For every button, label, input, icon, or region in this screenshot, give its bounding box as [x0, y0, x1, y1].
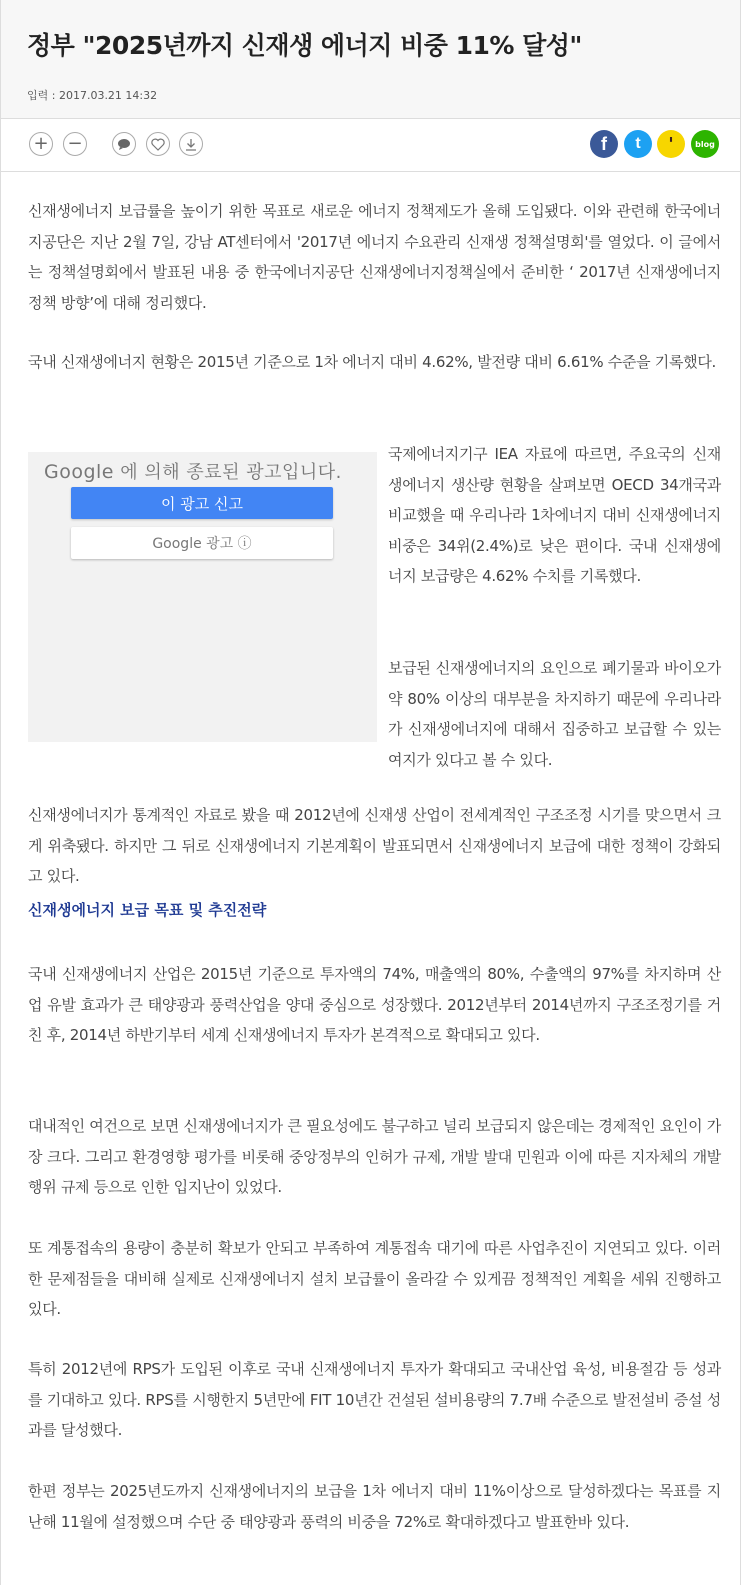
article-toolbar — [1, 119, 740, 172]
kakao-share-button[interactable] — [657, 130, 685, 158]
kakao-icon: ' — [668, 133, 674, 155]
twitter-icon: t — [635, 135, 641, 152]
report-ad-button[interactable]: 이 광고 신고 — [71, 487, 333, 519]
article-header — [1, 0, 740, 119]
download-button[interactable] — [179, 132, 203, 156]
blog-share-button[interactable] — [691, 130, 719, 158]
ad-slot — [28, 452, 377, 742]
blog-icon: blog — [695, 139, 715, 149]
paragraph-9: 특히 2012년에 RPS가 도입된 이후로 국내 신재생에너지 투자가 확대되고 국내산업 육성, 비용절감 등 성과를 기대하고 있다. RPS를 시행한지 5년만에 FIT 10년간 건설된 설비용량의 7.7배 수준으로 발전설비 증설 성과를 달성했다. — [28, 1360, 721, 1439]
facebook-share-button[interactable] — [590, 130, 618, 158]
download-icon — [185, 138, 197, 151]
google-ads-button[interactable]: Google 광고 ⓘ — [71, 527, 333, 559]
paragraph-7: 대내적인 여건으로 보면 신재생에너지가 큰 필요성에도 불구하고 널리 보급되지 않은데는 경제적인 요인이 가장 크다. 그리고 환경영향 평가를 비롯해 중앙정부의 인허가 규제, 개발 발대 민원과 이에 따른 지자체의 개발행위 규제 등으로 인한 입지난이 있었다. — [28, 1117, 721, 1196]
paragraph-8: 또 계통접속의 용량이 충분히 확보가 안되고 부족하여 계통접속 대기에 따른 사업추진이 지연되고 있다. 이러한 문제점들을 대비해 실제로 신재생에너지 설치 보급률이 올라갈 수 있게끔 정책적인 계획을 세워 진행하고 있다. — [28, 1239, 721, 1318]
google-logo: Google — [44, 461, 115, 483]
section-heading: 신재생에너지 보급 목표 및 추진전략 — [28, 901, 267, 919]
paragraph-5: 신재생에너지가 통계적인 자료로 봤을 때 2012년에 신재생 산업이 전세계적인 구조조정 시기를 맞으면서 크게 위축됐다. 하지만 그 뒤로 신재생에너지 기본계획이 발표되면서 신재생에너지 보급에 대한 정책이 강화되고 있다. — [28, 806, 721, 885]
like-button[interactable] — [146, 132, 170, 156]
paragraph-4: 보급된 신재생에너지의 요인으로 폐기물과 바이오가 약 80% 이상의 대부분을 차지하기 때문에 우리나라가 신재생에너지에 대해서 집중하고 보급할 수 있는 여지가 있다고 볼 수 있다. — [388, 659, 721, 769]
paragraph-10: 한편 정부는 2025년도까지 신재생에너지의 보급을 1차 에너지 대비 11%이상으로 달성하겠다는 목표를 지난해 11월에 설정했으며 수단 중 태양광과 풍력의 비중을 72%로 확대하겠다고 발표한바 있다. — [28, 1482, 721, 1531]
article-date: 입력 : 2017.03.21 14:32 — [27, 89, 158, 102]
comment-icon — [117, 138, 131, 150]
ad-closed-text: 에 의해 종료된 광고입니다. — [114, 462, 342, 483]
minus-icon: − — [67, 133, 83, 154]
comment-button[interactable] — [112, 132, 136, 156]
paragraph-2: 국내 신재생에너지 현황은 2015년 기준으로 1차 에너지 대비 4.62%, 발전량 대비 6.61% 수준을 기록했다. — [28, 353, 717, 371]
facebook-icon: f — [601, 133, 607, 154]
paragraph-1: 신재생에너지 보급률을 높이기 위한 목표로 새로운 에너지 정책제도가 올해 도입됐다. 이와 관련해 한국에너지공단은 지난 2월 7일, 강남 AT센터에서 '2017년 에너지 수요관리 신재생 정책설명회'를 열었다. 이 글에서는 정책설명회에서 발표된 내용 중 한국에너지공단 신재생에너지정책실에서 준비한 ‘ 2017년 신재생에너지 정책 방향’에 대해 정리했다. — [28, 202, 721, 312]
paragraph-6: 국내 신재생에너지 산업은 2015년 기준으로 투자액의 74%, 매출액의 80%, 수출액의 97%를 차지하며 산업 유발 효과가 큰 태양광과 풍력산업을 양대 중심으로 성장했다. 2012년부터 2014년까지 구조조정기를 거친 후, 2014년 하반기부터 세계 신재생에너지 투자가 본격적으로 확대되고 있다. — [28, 965, 721, 1044]
article-title: 정부 "2025년까지 신재생 에너지 비중 11% 달성" — [27, 31, 582, 60]
zoom-out-button[interactable] — [63, 132, 87, 156]
plus-icon: + — [33, 133, 49, 154]
twitter-share-button[interactable] — [624, 130, 652, 158]
paragraph-3: 국제에너지기구 IEA 자료에 따르면, 주요국의 신재생에너지 생산량 현황을 살펴보면 OECD 34개국과 비교했을 때 우리나라 1차에너지 대비 신재생에너지 비중은 34위(2.4%)로 낮은 편이다. 국내 신재생에너지 보급량은 4.62% 수치를 기록했다. — [388, 445, 721, 585]
ad-closed-notice — [44, 458, 342, 484]
heart-icon — [151, 138, 165, 151]
zoom-in-button[interactable] — [29, 132, 53, 156]
